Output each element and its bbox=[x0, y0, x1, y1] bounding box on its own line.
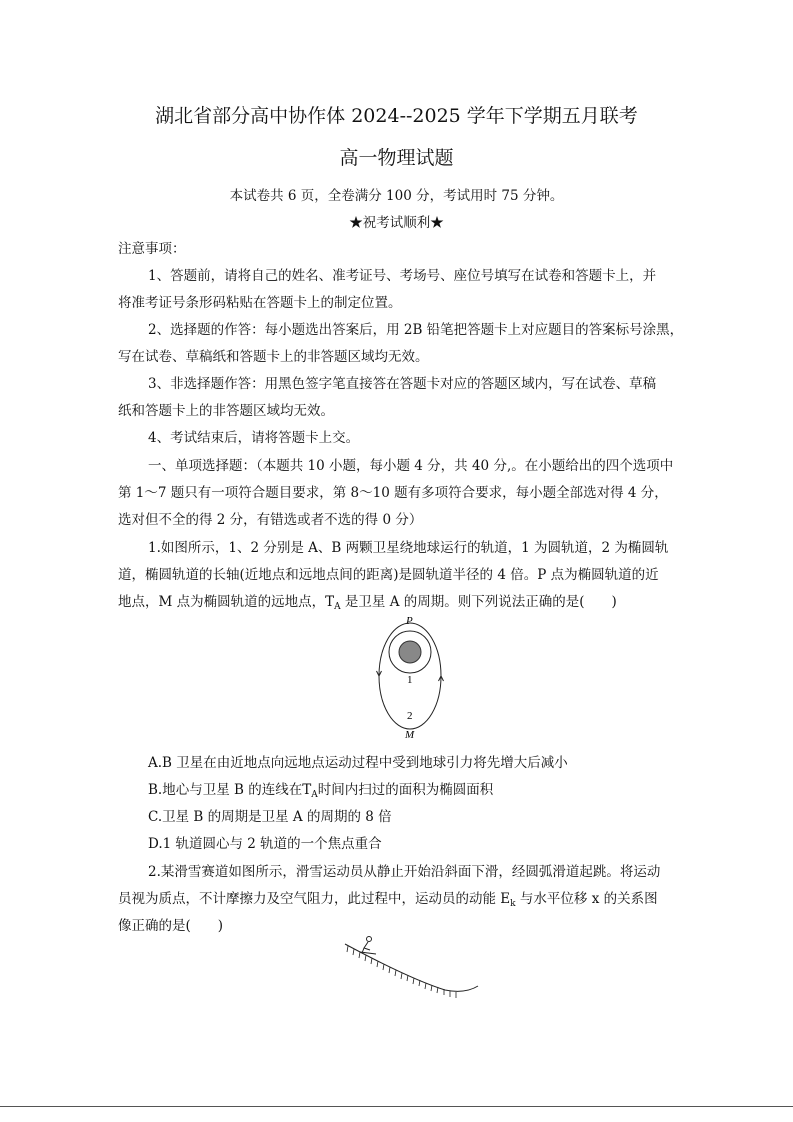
label-p: P bbox=[406, 615, 413, 627]
note-line: 纸和答题卡上的非答题区域均无效。 bbox=[118, 403, 334, 419]
note-line: 2、选择题的作答：每小题选出答案后，用 2B 铅笔把答题卡上对应题目的答案标号涂黑， bbox=[148, 322, 684, 338]
q1-stem: 1.如图所示，1、2 分别是 A、B 两颗卫星绕地球运行的轨道，1 为圆轨道，2 为椭圆轨 bbox=[148, 540, 669, 556]
earth bbox=[399, 641, 421, 663]
exam-info: 本试卷共 6 页，全卷满分 100 分，考试用时 75 分钟。 bbox=[229, 188, 564, 204]
q1-option-d: D.1 轨道圆心与 2 轨道的一个焦点重合 bbox=[148, 836, 382, 852]
note-line: 将准考证号条形码粘贴在答题卡上的制定位置。 bbox=[118, 295, 402, 311]
section-instructions: 第 1～7 题只有一项符合题目要求，第 8～10 题有多项符合要求，每小题全部选对得 4 分， bbox=[118, 485, 668, 501]
skier-icon bbox=[360, 937, 376, 955]
section-instructions: 选对但不全的得 2 分，有错选或者不选的得 0 分） bbox=[118, 512, 423, 528]
q2-stem: 员视为质点，不计摩擦力及空气阻力，此过程中，运动员的动能 $E_k$ 与水平位移 x 的关系图 bbox=[118, 891, 658, 909]
page-bottom-rule bbox=[0, 1106, 793, 1107]
ski-track bbox=[345, 944, 478, 991]
note-line: 1、答题前，请将自己的姓名、准考证号、考场号、座位号填写在试卷和答题卡上，并 bbox=[148, 268, 657, 284]
exam-title: 湖北省部分高中协作体 2024--2025 学年下学期五月联考 bbox=[155, 105, 638, 127]
q1-stem: 道，椭圆轨道的长轴(近地点和远地点间的距离)是圆轨道半径的 4 倍。P 点为椭圆轨道的近 bbox=[118, 567, 659, 583]
q1-option-a: A.B 卫星在由近地点向远地点运动过程中受到地球引力将先增大后减小 bbox=[148, 755, 568, 771]
orbit-diagram bbox=[370, 614, 450, 742]
q2-stem: 2.某滑雪赛道如图所示，滑雪运动员从静止开始沿斜面下滑，经圆弧滑道起跳。将运动 bbox=[148, 864, 661, 880]
exam-wish: ★祝考试顺利★ bbox=[349, 215, 444, 231]
q1-stem: 地点，M 点为椭圆轨道的远地点，$T_A$ 是卫星 A 的周期。则下列说法正确的是( ) bbox=[118, 594, 617, 612]
notes-heading: 注意事项： bbox=[118, 241, 186, 257]
section-instructions: 一、单项选择题：（本题共 10 小题，每小题 4 分，共 40 分,。在小题给出的四个选项中 bbox=[148, 458, 674, 474]
subject-title: 高一物理试题 bbox=[339, 147, 454, 169]
note-line: 写在试卷、草稿纸和答题卡上的非答题区域均无效。 bbox=[118, 349, 429, 365]
ski-track-diagram bbox=[340, 934, 485, 1004]
note-line: 4、考试结束后，请将答题卡上交。 bbox=[148, 430, 360, 446]
note-line: 3、非选择题作答：用黑色签字笔直接答在答题卡对应的答题区域内，写在试卷、草稿 bbox=[148, 376, 657, 392]
label-2: 2 bbox=[407, 710, 413, 722]
label-1: 1 bbox=[407, 674, 413, 686]
q1-option-b: B.地心与卫星 B 的连线在$T_A$时间内扫过的面积为椭圆面积 bbox=[148, 782, 494, 800]
q2-stem: 像正确的是( ) bbox=[118, 918, 224, 934]
q1-option-c: C.卫星 B 的周期是卫星 A 的周期的 8 倍 bbox=[148, 809, 392, 825]
label-m: M bbox=[405, 729, 415, 741]
